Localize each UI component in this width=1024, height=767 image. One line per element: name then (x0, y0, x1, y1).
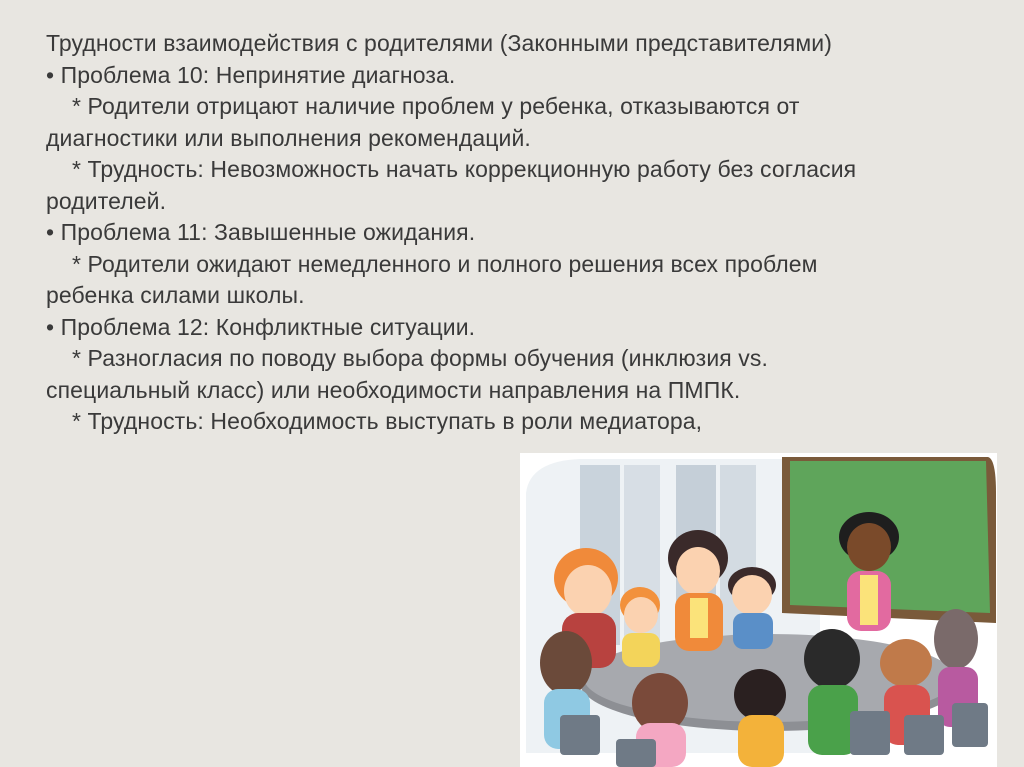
slide-body (46, 28, 986, 438)
problem-12-item-1-cont: специальный класс) или необходимости направления на ПМПК. (46, 376, 741, 403)
problem-10-heading: • Проблема 10: Непринятие диагноза. (46, 61, 456, 88)
problem-10-item-1-cont: диагностики или выполнения рекомендаций. (46, 124, 531, 151)
problem-12-heading: • Проблема 12: Конфликтные ситуации. (46, 313, 476, 340)
problem-12-item-2: * Трудность: Необходимость выступать в роли медиатора, (72, 408, 703, 434)
slide-title: Трудности взаимодействия с родителями (Законными представителями) (46, 30, 832, 56)
classroom-illustration-icon (520, 453, 997, 767)
problem-12-item-1: * Разногласия по поводу выбора формы обучения (инклюзия vs. (72, 345, 769, 371)
problem-10-item-2: * Трудность: Невозможность начать коррекционную работу без согласия (72, 156, 857, 182)
problem-11-item-1-cont: ребенка силами школы. (46, 282, 305, 308)
classroom-group-illustration (520, 453, 997, 767)
problem-10-item-1: * Родители отрицают наличие проблем у ребенка, отказываются от (72, 93, 800, 119)
problem-11-heading: • Проблема 11: Завышенные ожидания. (46, 219, 476, 245)
problem-11-item-1: * Родители ожидают немедленного и полного решения всех проблем (72, 250, 818, 277)
problem-10-item-2-cont: родителей. (46, 187, 167, 214)
